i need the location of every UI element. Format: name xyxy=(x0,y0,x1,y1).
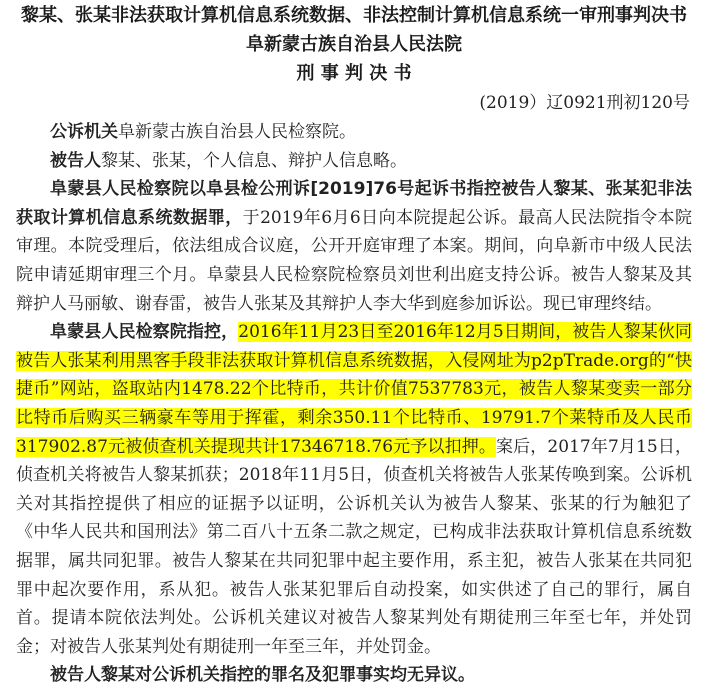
prosecutor-text: 阜新蒙古族自治县人民检察院。 xyxy=(118,122,356,142)
indictment-bold: 阜蒙县人民检察院以阜县检公刑诉[2019]76号起诉书指控被告人黎某、张某犯非法获取计算机信息系统数据罪， xyxy=(16,179,692,228)
court-name: 阜新蒙古族自治县人民法院 xyxy=(246,34,462,55)
document-type: 刑 事 判 决 书 xyxy=(296,63,412,84)
charge-text: 案后，2017年7月15日，侦查机关将被告人黎某抓获；2018年11月5日，侦查机关将被告人张某传唤到案。公诉机关对其指控提供了相应的证据予以证明，公诉机关认为被告人黎某、张某的行为触犯了《中华人民共和国刑法》第二百八十五条二款之规定，已构成非法获取计算机信息系统数据罪，属共同犯罪。被告人黎某在共同犯罪中起主要作用，系主犯，被告人张某在共同犯罪中起次要作用，系从犯。被告人张某犯罪后自动投案，如实供述了自己的罪行，属自首。提请本院依法判处。公诉机关建议对被告人黎某判处有期徒刑三年至七年，并处罚金；对被告人张某判处有期徒刑一年至三年，并处罚金。 xyxy=(16,436,692,657)
prosecutor-paragraph xyxy=(16,118,692,147)
no-objection-paragraph xyxy=(16,661,692,690)
case-title: 黎某、张某非法获取计算机信息系统数据、非法控制计算机信息系统一审刑事判决书 xyxy=(21,5,687,26)
indictment-text: 于2019年6月6日向本院提起公诉。最高人民法院指令本院审理。本院受理后，依法组成合议庭，公开开庭审理了本案。期间，向阜新市中级人民法院申请延期审理三个月。阜蒙县人民检察院检察员刘世利出庭支持公诉。被告人黎某及其辩护人马丽敏、谢春雷，被告人张某及其辩护人李大华到庭参加诉讼。现已审理终结。 xyxy=(16,207,692,314)
no-objection-text: 被告人黎某对公诉机关指控的罪名及犯罪事实均无异议。 xyxy=(50,665,475,686)
defendant-text: 黎某、张某，个人信息、辩护人信息略。 xyxy=(101,150,407,171)
prosecutor-label: 公诉机关 xyxy=(50,122,118,142)
charge-bold: 阜蒙县人民检察院指控， xyxy=(50,322,239,343)
charge-paragraph xyxy=(16,318,692,661)
defendant-paragraph xyxy=(16,147,692,176)
case-number: (2019）辽0921刑初120号 xyxy=(479,93,690,113)
defendant-label: 被告人 xyxy=(50,150,101,171)
charge-highlight: 2016年11月23日至2016年12月5日期间，被告人黎某伙同被告人张某利用黑客手段非法获取计算机信息系统数据，入侵网址为p2pTrade.org的“快捷币”网站，盗取站内1478.22个比特币，共计价值7537783元，被告人黎某变卖一部分比特币后购买三辆豪车等用于挥霍，剩余350.11个比特币、19791.7个莱特币及人民币317902.87元被侦查机关提现共计17346718.76元予以扣押。 xyxy=(16,322,692,457)
indictment-paragraph xyxy=(16,175,692,318)
